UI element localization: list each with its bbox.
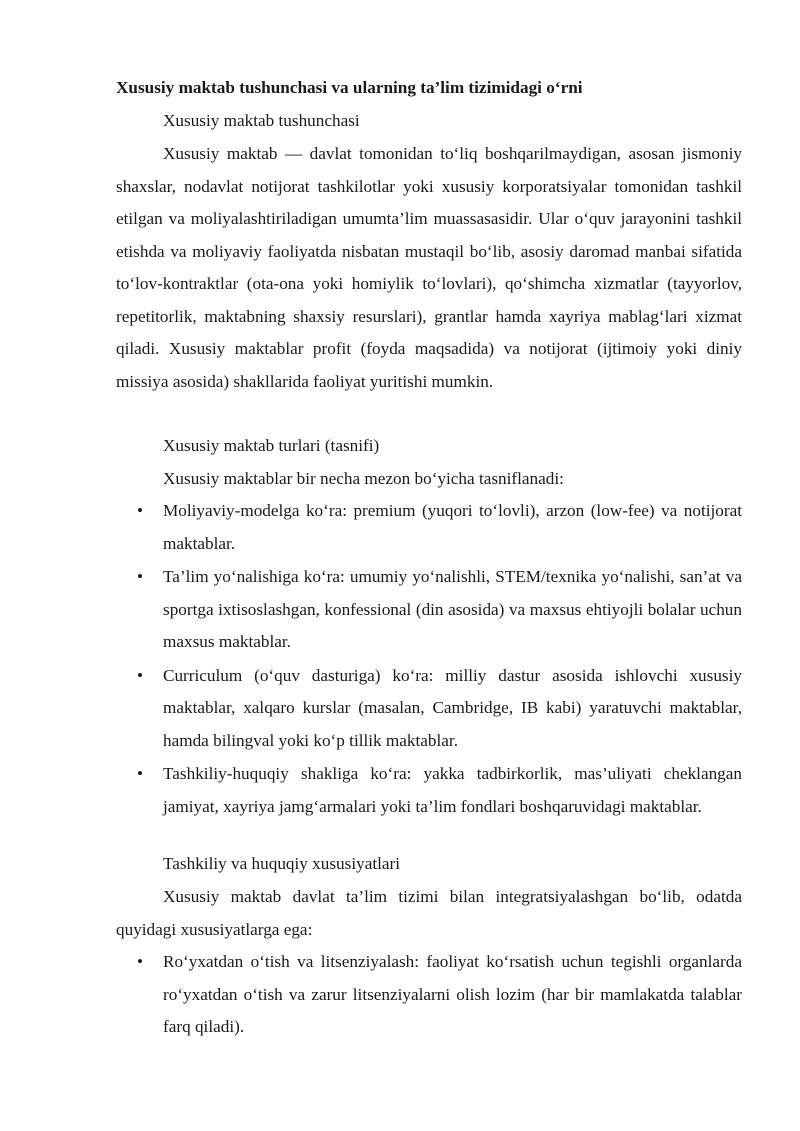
- list-item: [137, 758, 742, 823]
- legal-intro: Xususiy maktab davlat ta’lim tizimi bilan integratsiyalashgan bo‘lib, odatda quyidagi xususiyatlarga ega:: [116, 887, 742, 939]
- list-item: [137, 946, 742, 1044]
- bullet-icon: •: [137, 501, 144, 520]
- list-item-text: Tashkiliy-huquqiy shakliga ko‘ra: yakka tadbirkorlik, mas’uliyati cheklangan jamiyat, xayriya jamg‘armalari yoki ta’lim fondlari boshqaruvidagi maktablar.: [163, 764, 742, 816]
- bullet-icon: •: [137, 952, 144, 971]
- list-item: [137, 495, 742, 560]
- paragraph-concept: Xususiy maktab — davlat tomonidan to‘liq boshqarilmaydigan, asosan jismoniy shaxslar, nodavlat notijorat tashkilotlar yoki xususiy korporatsiyalar tomonidan tashkil etilgan va moliyalashtiriladigan umumta’lim muassasasidir. Ular o‘quv jarayonini tashkil etishda va moliyaviy faoliyatda nisbatan mustaqil bo‘lib, asosiy daromad manbai sifatida to‘lov-kontraktlar (ota-ona yoki homiylik to‘lovlari), qo‘shimcha xizmatlar (tayyorlov, repetitorlik, maktabning shaxsiy resurslari), grantlar hamda xayriya mablag‘lari xizmat qiladi. Xususiy maktablar profit (foyda maqsadida) va notijorat (ijtimoiy yoki diniy missiya asosida) shakllarida faoliyat yuritishi mumkin.: [116, 144, 742, 391]
- document-title: Xususiy maktab tushunchasi va ularning ta’lim tizimidagi o‘rni: [116, 78, 583, 97]
- list-item: [137, 660, 742, 758]
- list-item-text: Curriculum (o‘quv dasturiga) ko‘ra: milliy dastur asosida ishlovchi xususiy maktablar, xalqaro kurslar (masalan, Cambridge, IB kabi) yaratuvchi maktablar, hamda bilingval yoki ko‘p tillik maktablar.: [163, 665, 742, 750]
- bullet-icon: •: [137, 665, 144, 685]
- types-list: [137, 495, 742, 824]
- section-heading-legal: Tashkiliy va huquqiy xususiyatlari: [163, 854, 401, 873]
- bullet-icon: •: [137, 567, 144, 586]
- section-heading-concept: Xususiy maktab tushunchasi: [163, 111, 360, 130]
- section-heading-types: Xususiy maktab turlari (tasnifi): [163, 436, 380, 455]
- list-item-text: Moliyaviy-modelga ko‘ra: premium (yuqori to‘lovli), arzon (low-fee) va notijorat maktablar.: [163, 501, 742, 553]
- types-intro: Xususiy maktablar bir necha mezon bo‘yicha tasniflanadi:: [163, 469, 564, 488]
- bullet-icon: •: [137, 764, 144, 783]
- list-item: [137, 561, 742, 659]
- legal-list: [137, 946, 742, 1045]
- list-item-text: Ta’lim yo‘nalishiga ko‘ra: umumiy yo‘nalishli, STEM/texnika yo‘nalishi, san’at va sportga ixtisoslashgan, konfessional (din asosida) va maxsus ehtiyojli bolalar uchun maxsus maktablar.: [163, 567, 742, 651]
- list-item-text: Ro‘yxatdan o‘tish va litsenziyalash: faoliyat ko‘rsatish uchun tegishli organlarda ro‘yxatdan o‘tish va zarur litsenziyalarni olish lozim (har bir mamlakatda talablar farq qiladi).: [163, 952, 742, 1036]
